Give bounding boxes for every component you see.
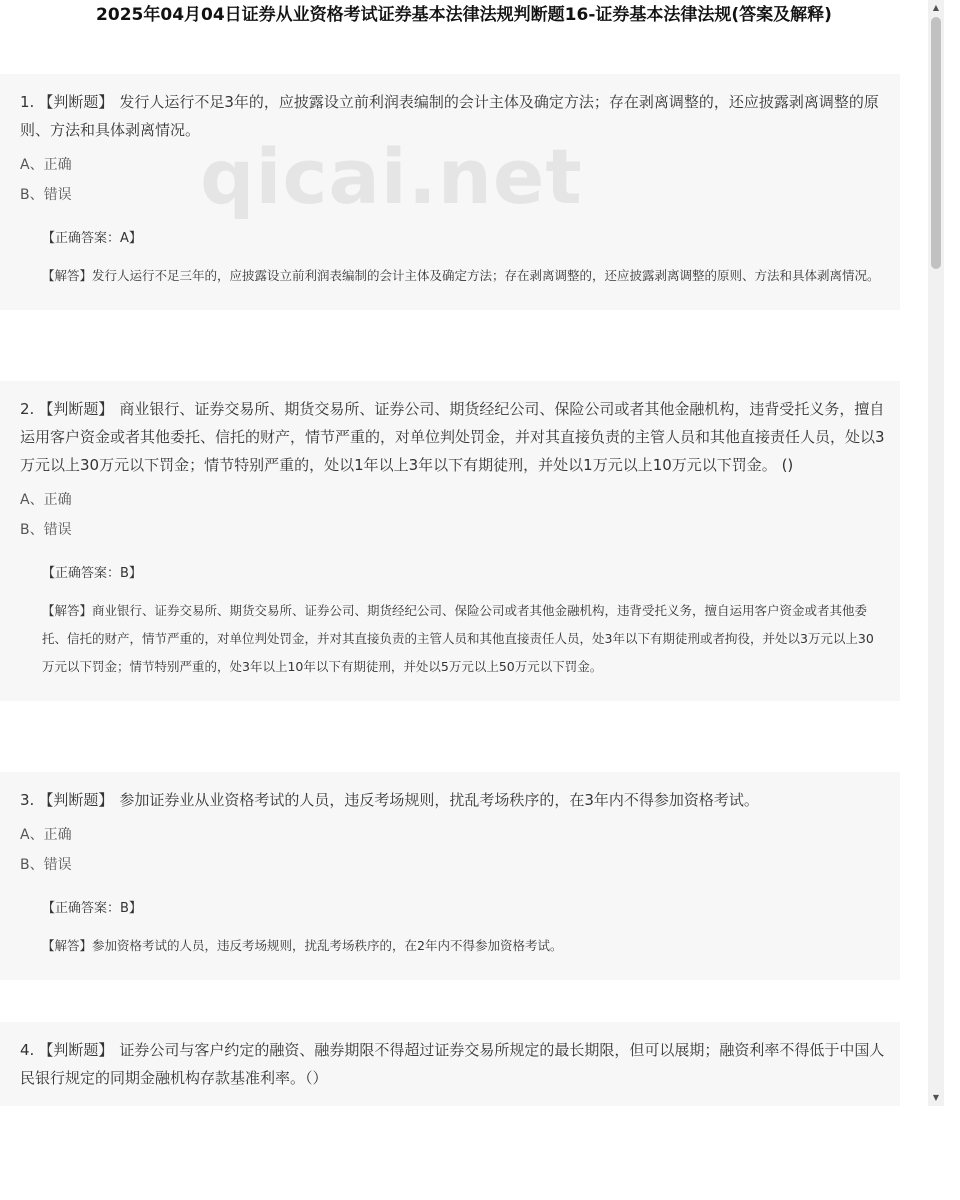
question-text	[20, 1036, 886, 1092]
triangle-down-icon[interactable]: ▼	[932, 1093, 940, 1102]
question-stem: 发行人运行不足3年的，应披露设立前利润表编制的会计主体及确定方法；存在剥离调整的，还应披露剥离调整的原则、方法和具体剥离情况。	[20, 93, 879, 139]
correct-answer: 【正确答案：A】	[42, 231, 142, 246]
option-b[interactable]: B、错误	[20, 522, 72, 538]
question-card-1	[0, 74, 900, 310]
explanation-text: 参加资格考试的人员，违反考场规则，扰乱考场秩序的，在2年内不得参加资格考试。	[92, 938, 563, 953]
option-a[interactable]: A、正确	[20, 827, 72, 843]
correct-answer: 【正确答案：B】	[42, 901, 142, 916]
explanation	[42, 262, 886, 290]
question-number: 4.	[20, 1041, 35, 1059]
question-type: 【判断题】	[38, 791, 114, 809]
question-card-4	[0, 1022, 900, 1106]
question-card-3	[0, 772, 900, 980]
question-number: 2.	[20, 400, 35, 418]
question-text	[20, 786, 886, 814]
question-card-2	[0, 381, 900, 701]
question-stem: 参加证券业从业资格考试的人员，违反考场规则，扰乱考场秩序的，在3年内不得参加资格考试。	[119, 791, 759, 809]
scroll-thumb[interactable]	[931, 17, 941, 269]
question-type: 【判断题】	[38, 93, 114, 111]
explanation-label: 【解答】	[42, 938, 93, 953]
question-number: 1.	[20, 93, 35, 111]
question-stem: 商业银行、证券交易所、期货交易所、证券公司、期货经纪公司、保险公司或者其他金融机构，违背受托义务，擅自运用客户资金或者其他委托、信托的财产，情节严重的，对单位判处罚金，并对其直接负责的主管人员和其他直接责任人员，处以3万元以上30万元以下罚金；情节特别严重的，处以1年以上3年以下有期徒刑，并处以1万元以上10万元以下罚金。 ()	[20, 400, 885, 474]
question-type: 【判断题】	[38, 1041, 114, 1059]
explanation-text: 发行人运行不足三年的，应披露设立前利润表编制的会计主体及确定方法；存在剥离调整的，还应披露剥离调整的原则、方法和具体剥离情况。	[92, 268, 880, 283]
page-title: 2025年04月04日证券从业资格考试证券基本法律法规判断题16-证券基本法律法规(答案及解释)	[96, 5, 832, 25]
explanation-text: 商业银行、证券交易所、期货交易所、证券公司、期货经纪公司、保险公司或者其他金融机构，违背受托义务，擅自运用客户资金或者其他委托、信托的财产，情节严重的，对单位判处罚金，并对其直接负责的主管人员和其他直接责任人员，处3年以下有期徒刑或者拘役，并处以3万元以上30万元以下罚金；情节特别严重的，处3年以上10年以下有期徒刑，并处以5万元以上50万元以下罚金。	[42, 603, 874, 674]
explanation	[42, 597, 886, 681]
question-text	[20, 395, 886, 479]
question-type: 【判断题】	[38, 400, 114, 418]
option-b[interactable]: B、错误	[20, 857, 72, 873]
question-number: 3.	[20, 791, 35, 809]
question-text	[20, 88, 886, 144]
question-stem: 证券公司与客户约定的融资、融券期限不得超过证券交易所规定的最长期限，但可以展期；融资利率不得低于中国人民银行规定的同期金融机构存款基准利率。（）	[20, 1041, 885, 1087]
option-a[interactable]: A、正确	[20, 492, 72, 508]
answer-block	[20, 563, 886, 701]
correct-answer: 【正确答案：B】	[42, 566, 142, 581]
answer-block	[20, 898, 886, 980]
vertical-scrollbar[interactable]	[928, 0, 944, 1106]
explanation	[42, 932, 886, 960]
triangle-up-icon[interactable]: ▲	[932, 3, 940, 12]
answer-block	[20, 228, 886, 310]
option-a[interactable]: A、正确	[20, 157, 72, 173]
explanation-label: 【解答】	[42, 603, 93, 618]
option-b[interactable]: B、错误	[20, 187, 72, 203]
explanation-label: 【解答】	[42, 268, 93, 283]
